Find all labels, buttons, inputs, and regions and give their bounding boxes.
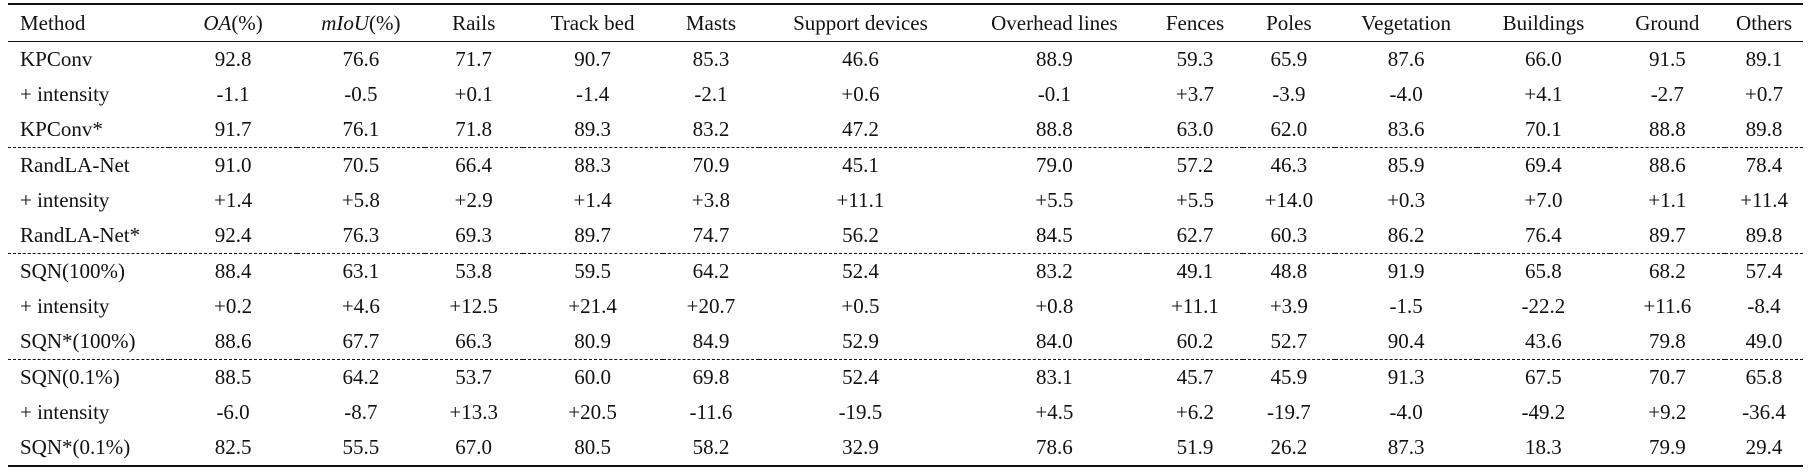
value-cell: 45.1 — [842, 153, 879, 177]
method-cell: SQN(100%) — [20, 259, 125, 283]
value-cell: 62.7 — [1176, 223, 1214, 247]
column-header-poles — [1243, 4, 1335, 42]
column-header-rails — [425, 4, 523, 42]
value-cell: 60.3 — [1270, 223, 1308, 247]
value-cell: 47.2 — [842, 117, 879, 141]
value-cell: 87.6 — [1387, 47, 1425, 71]
column-header-vegetation — [1335, 4, 1477, 42]
value-cell: 76.3 — [342, 223, 380, 247]
value-cell: 91.9 — [1387, 259, 1425, 283]
column-header-unit: (%) — [231, 10, 263, 35]
value-cell: 52.4 — [842, 259, 879, 283]
column-header-label: Vegetation — [1361, 10, 1452, 35]
value-cell: +0.3 — [1387, 188, 1426, 212]
column-header-unit: (%) — [369, 10, 401, 35]
column-header-label: Support devices — [793, 10, 928, 35]
value-cell: 59.5 — [574, 259, 611, 283]
value-cell: 69.8 — [692, 365, 730, 389]
table-row — [8, 42, 1803, 78]
method-cell: KPConv* — [20, 117, 103, 141]
value-cell: +1.4 — [214, 188, 253, 212]
value-cell: -6.0 — [216, 400, 250, 424]
value-cell: -8.4 — [1747, 294, 1781, 318]
value-cell: -1.1 — [216, 82, 250, 106]
value-cell: 89.8 — [1745, 223, 1783, 247]
value-cell: 83.2 — [692, 117, 730, 141]
value-cell: 64.2 — [342, 365, 380, 389]
value-cell: +9.2 — [1648, 400, 1687, 424]
value-cell: 55.5 — [342, 435, 380, 459]
column-header-track-bed — [523, 4, 663, 42]
value-cell: 65.9 — [1270, 47, 1308, 71]
value-cell: 65.8 — [1745, 365, 1783, 389]
value-cell: +3.9 — [1269, 294, 1308, 318]
column-header-label: Poles — [1266, 10, 1312, 35]
value-cell: 88.9 — [1036, 47, 1073, 71]
column-header-label: Ground — [1635, 10, 1700, 35]
value-cell: 84.0 — [1036, 329, 1073, 353]
value-cell: +4.6 — [341, 294, 380, 318]
value-cell: 89.1 — [1745, 47, 1783, 71]
value-cell: +21.4 — [568, 294, 617, 318]
value-cell: -0.1 — [1037, 82, 1071, 106]
value-cell: +0.2 — [214, 294, 253, 318]
column-header-label: Method — [20, 10, 86, 35]
value-cell: 88.3 — [574, 153, 611, 177]
method-cell: KPConv — [20, 47, 93, 71]
value-cell: 90.7 — [574, 47, 611, 71]
value-cell: 67.5 — [1525, 365, 1562, 389]
value-cell: 60.2 — [1176, 329, 1214, 353]
value-cell: -22.2 — [1521, 294, 1566, 318]
value-cell: +14.0 — [1264, 188, 1314, 212]
value-cell: 76.4 — [1525, 223, 1562, 247]
value-cell: +0.1 — [454, 82, 493, 106]
column-header-oa — [169, 4, 297, 42]
value-cell: +11.1 — [1171, 294, 1219, 318]
value-cell: +4.5 — [1035, 400, 1074, 424]
table-row — [8, 324, 1803, 360]
table-row — [8, 218, 1803, 254]
value-cell: -4.0 — [1389, 400, 1423, 424]
value-cell: 59.3 — [1176, 47, 1214, 71]
value-cell: 51.9 — [1176, 435, 1214, 459]
table-row — [8, 395, 1803, 430]
value-cell: -11.6 — [689, 400, 733, 424]
table-row — [8, 254, 1803, 290]
table-row — [8, 430, 1803, 466]
value-cell: 45.7 — [1176, 365, 1214, 389]
value-cell: 67.0 — [455, 435, 493, 459]
table-row — [8, 360, 1803, 396]
value-cell: 91.5 — [1648, 47, 1686, 71]
value-cell: 49.0 — [1745, 329, 1783, 353]
value-cell: 52.7 — [1270, 329, 1308, 353]
results-table — [8, 3, 1803, 467]
value-cell: 79.9 — [1648, 435, 1686, 459]
column-header-label: Rails — [452, 10, 496, 35]
value-cell: 88.4 — [214, 259, 252, 283]
column-header-label: OA — [203, 10, 232, 35]
value-cell: +12.5 — [449, 294, 498, 318]
value-cell: +0.6 — [841, 82, 880, 106]
value-cell: +13.3 — [449, 400, 498, 424]
value-cell: +20.5 — [568, 400, 617, 424]
value-cell: -49.2 — [1521, 400, 1566, 424]
value-cell: 86.2 — [1387, 223, 1425, 247]
value-cell: 87.3 — [1387, 435, 1425, 459]
value-cell: +4.1 — [1524, 82, 1563, 106]
method-cell: RandLA-Net* — [20, 223, 141, 247]
value-cell: +11.1 — [836, 188, 885, 212]
method-cell: SQN*(0.1%) — [20, 435, 131, 459]
value-cell: +5.5 — [1035, 188, 1074, 212]
value-cell: 46.6 — [842, 47, 879, 71]
value-cell: 66.4 — [455, 153, 493, 177]
value-cell: 49.1 — [1176, 259, 1214, 283]
value-cell: +0.7 — [1745, 82, 1784, 106]
value-cell: 91.0 — [214, 153, 252, 177]
value-cell: +0.5 — [841, 294, 880, 318]
value-cell: 80.9 — [574, 329, 611, 353]
column-header-label: mIoU — [321, 10, 370, 35]
value-cell: 70.7 — [1648, 365, 1686, 389]
value-cell: 88.8 — [1648, 117, 1686, 141]
method-cell: SQN*(100%) — [20, 329, 136, 353]
value-cell: -2.1 — [694, 82, 728, 106]
value-cell: -0.5 — [344, 82, 378, 106]
value-cell: 57.4 — [1745, 259, 1783, 283]
method-cell: SQN(0.1%) — [20, 365, 120, 389]
value-cell: 69.3 — [455, 223, 493, 247]
value-cell: 92.4 — [214, 223, 252, 247]
value-cell: -1.4 — [575, 82, 610, 106]
value-cell: 88.6 — [214, 329, 252, 353]
column-header-overhead-lines — [962, 4, 1148, 42]
value-cell: 68.2 — [1648, 259, 1686, 283]
method-cell: + intensity — [20, 400, 110, 424]
column-header-label: Track bed — [550, 10, 635, 35]
value-cell: +1.1 — [1648, 188, 1687, 212]
value-cell: 88.5 — [214, 365, 252, 389]
value-cell: 58.2 — [692, 435, 730, 459]
table-row — [8, 289, 1803, 324]
value-cell: +3.7 — [1175, 82, 1215, 106]
value-cell: +6.2 — [1175, 400, 1215, 424]
value-cell: 76.6 — [342, 47, 380, 71]
column-header-fences — [1147, 4, 1243, 42]
column-header-ground — [1610, 4, 1726, 42]
column-header-masts — [663, 4, 760, 42]
value-cell: 69.4 — [1525, 153, 1562, 177]
value-cell: 52.4 — [842, 365, 879, 389]
value-cell: 46.3 — [1270, 153, 1308, 177]
value-cell: +5.8 — [341, 188, 380, 212]
value-cell: -3.9 — [1272, 82, 1306, 106]
column-header-label: Others — [1736, 10, 1793, 35]
value-cell: +2.9 — [454, 188, 493, 212]
value-cell: 52.9 — [842, 329, 879, 353]
column-header-method — [8, 4, 169, 42]
value-cell: 92.8 — [214, 47, 252, 71]
method-cell: + intensity — [20, 82, 110, 106]
value-cell: 45.9 — [1270, 365, 1308, 389]
value-cell: 70.5 — [342, 153, 380, 177]
value-cell: 66.3 — [455, 329, 493, 353]
value-cell: 91.3 — [1387, 365, 1425, 389]
value-cell: -4.0 — [1389, 82, 1423, 106]
value-cell: 48.8 — [1270, 259, 1308, 283]
value-cell: 79.0 — [1036, 153, 1073, 177]
value-cell: 63.1 — [342, 259, 380, 283]
table-row — [8, 77, 1803, 112]
value-cell: 66.0 — [1525, 47, 1562, 71]
value-cell: 85.9 — [1387, 153, 1425, 177]
value-cell: -2.7 — [1650, 82, 1684, 106]
value-cell: 74.7 — [692, 223, 730, 247]
column-header-label: Overhead lines — [991, 10, 1118, 35]
value-cell: 70.1 — [1525, 117, 1562, 141]
value-cell: 67.7 — [342, 329, 380, 353]
method-cell: RandLA-Net — [20, 153, 130, 177]
value-cell: -1.5 — [1389, 294, 1423, 318]
value-cell: 53.7 — [455, 365, 493, 389]
value-cell: 88.8 — [1036, 117, 1073, 141]
value-cell: 83.6 — [1387, 117, 1425, 141]
value-cell: 83.2 — [1036, 259, 1073, 283]
value-cell: +7.0 — [1524, 188, 1563, 212]
value-cell: 82.5 — [214, 435, 252, 459]
value-cell: 78.4 — [1745, 153, 1783, 177]
table-row — [8, 148, 1803, 184]
value-cell: 84.9 — [692, 329, 730, 353]
value-cell: 83.1 — [1036, 365, 1073, 389]
value-cell: +0.8 — [1035, 294, 1074, 318]
value-cell: -19.5 — [838, 400, 883, 424]
value-cell: -36.4 — [1742, 400, 1786, 424]
header-row — [8, 4, 1803, 42]
table-header — [8, 4, 1803, 42]
value-cell: 76.1 — [342, 117, 380, 141]
column-header-support-devices — [759, 4, 961, 42]
value-cell: 60.0 — [574, 365, 611, 389]
value-cell: -8.7 — [344, 400, 378, 424]
value-cell: 88.6 — [1648, 153, 1686, 177]
value-cell: 90.4 — [1387, 329, 1425, 353]
value-cell: 57.2 — [1176, 153, 1214, 177]
value-cell: 78.6 — [1036, 435, 1073, 459]
table-body — [8, 42, 1803, 467]
value-cell: 64.2 — [692, 259, 730, 283]
table-row — [8, 183, 1803, 218]
value-cell: 89.7 — [574, 223, 611, 247]
value-cell: 80.5 — [574, 435, 611, 459]
method-cell: + intensity — [20, 294, 110, 318]
method-cell: + intensity — [20, 188, 110, 212]
value-cell: 91.7 — [214, 117, 252, 141]
value-cell: 62.0 — [1270, 117, 1308, 141]
value-cell: 89.7 — [1648, 223, 1686, 247]
value-cell: 53.8 — [455, 259, 493, 283]
value-cell: 89.3 — [574, 117, 611, 141]
value-cell: 32.9 — [842, 435, 879, 459]
value-cell: 56.2 — [842, 223, 879, 247]
column-header-buildings — [1477, 4, 1609, 42]
column-header-miou — [297, 4, 425, 42]
value-cell: 85.3 — [692, 47, 730, 71]
value-cell: +1.4 — [573, 188, 612, 212]
column-header-others — [1725, 4, 1803, 42]
value-cell: 71.7 — [455, 47, 493, 71]
value-cell: 26.2 — [1270, 435, 1308, 459]
value-cell: 63.0 — [1176, 117, 1214, 141]
value-cell: 65.8 — [1525, 259, 1562, 283]
column-header-label: Fences — [1165, 10, 1225, 35]
value-cell: 84.5 — [1036, 223, 1073, 247]
value-cell: -19.7 — [1267, 400, 1311, 424]
value-cell: +20.7 — [686, 294, 736, 318]
value-cell: 18.3 — [1525, 435, 1562, 459]
value-cell: 70.9 — [692, 153, 730, 177]
value-cell: +11.6 — [1643, 294, 1692, 318]
value-cell: +3.8 — [691, 188, 730, 212]
value-cell: +5.5 — [1175, 188, 1215, 212]
value-cell: 43.6 — [1525, 329, 1562, 353]
value-cell: 79.8 — [1648, 329, 1686, 353]
column-header-label: Buildings — [1502, 10, 1585, 35]
value-cell: 89.8 — [1745, 117, 1783, 141]
value-cell: +11.4 — [1740, 188, 1788, 212]
value-cell: 71.8 — [455, 117, 493, 141]
table-row — [8, 112, 1803, 148]
column-header-label: Masts — [685, 10, 737, 35]
value-cell: 29.4 — [1745, 435, 1783, 459]
